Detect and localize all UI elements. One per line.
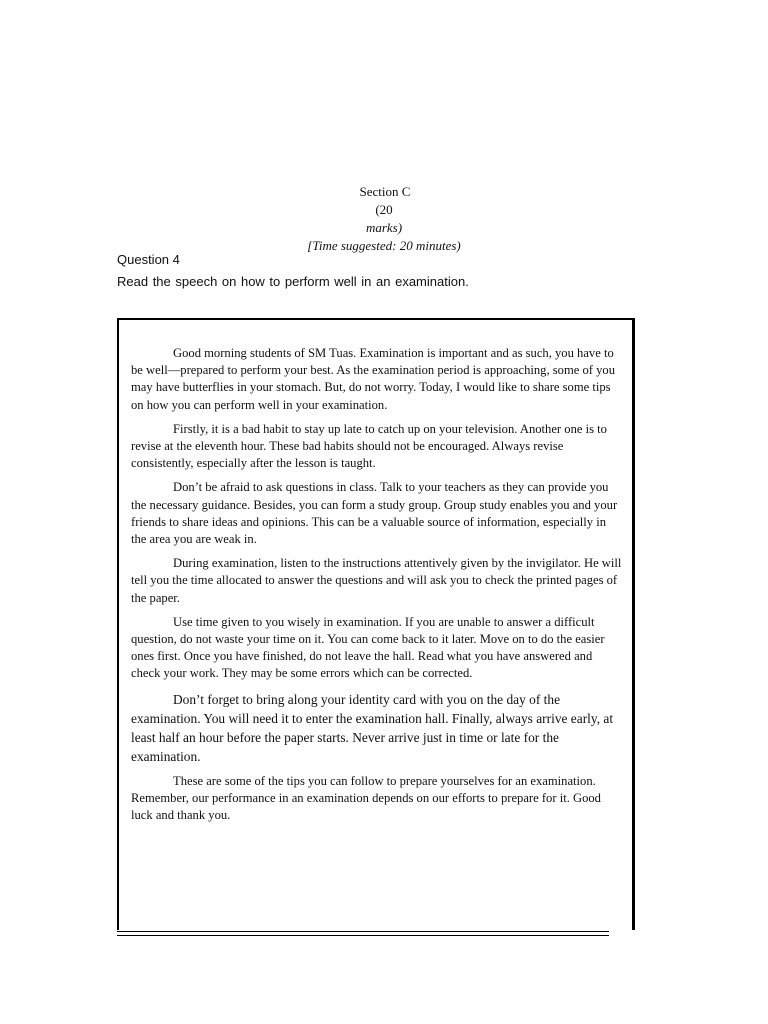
speech-paragraph: During examination, listen to the instructions attentively given by the invigilator. He will tell you the time allocated to answer the questions and will ask you to check the printed pages of the paper. (131, 556, 622, 605)
section-title: Section C (359, 184, 411, 199)
time-suggested: [Time suggested: 20 minutes) (307, 238, 461, 253)
speech-paragraph: These are some of the tips you can follow to prepare yourselves for an examination. Remember, our performance in an examination depends on our efforts to prepare for it. Good luck and thank you. (131, 773, 601, 823)
section-heading (0, 183, 768, 255)
speech-text (131, 345, 623, 831)
speech-paragraph: Firstly, it is a bad habit to stay up late to catch up on your television. Another one is to revise at the eleventh hour. These bad habits should not be encouraged. Always revise consistently, especially after the lesson is taught. (131, 421, 607, 471)
question-instruction: Read the speech on how to perform well in an examination. (117, 274, 469, 289)
speech-paragraph: Use time given to you wisely in examination. If you are unable to answer a difficult question, do not waste your time on it. You can come back to it later. Move on to do the easier ones first. Once you have finished, do not leave the hall. Read what you have answered and check your work. They may be some errors which can be corrected. (131, 614, 605, 681)
marks-open: (20 (375, 202, 393, 217)
marks-close: marks) (365, 220, 403, 235)
question-label: Question 4 (117, 252, 180, 267)
speech-paragraph: Don’t be afraid to ask questions in class. Talk to your teachers as they can provide you the necessary guidance. Besides, you can form a study group. Group study enables you and your friends to share ideas and opinions. This can be a valuable source of information, especially in the area you are weak in. (131, 480, 618, 547)
speech-paragraph: Don’t forget to bring along your identity card with you on the day of the examination. You will need it to enter the examination hall. Finally, always arrive early, at least half an hour before the paper starts. Never arrive just in time or late for the examination. (131, 691, 614, 764)
speech-paragraph: Good morning students of SM Tuas. Examination is important and as such, you have to be well—prepared to perform your best. As the examination period is approaching, some of you may have butterflies in your stomach. But, do not worry. Today, I would like to share some tips on how you can perform well in your examination. (131, 346, 616, 412)
box-bottom-rule (117, 931, 609, 932)
box-bottom-rule (117, 935, 609, 936)
